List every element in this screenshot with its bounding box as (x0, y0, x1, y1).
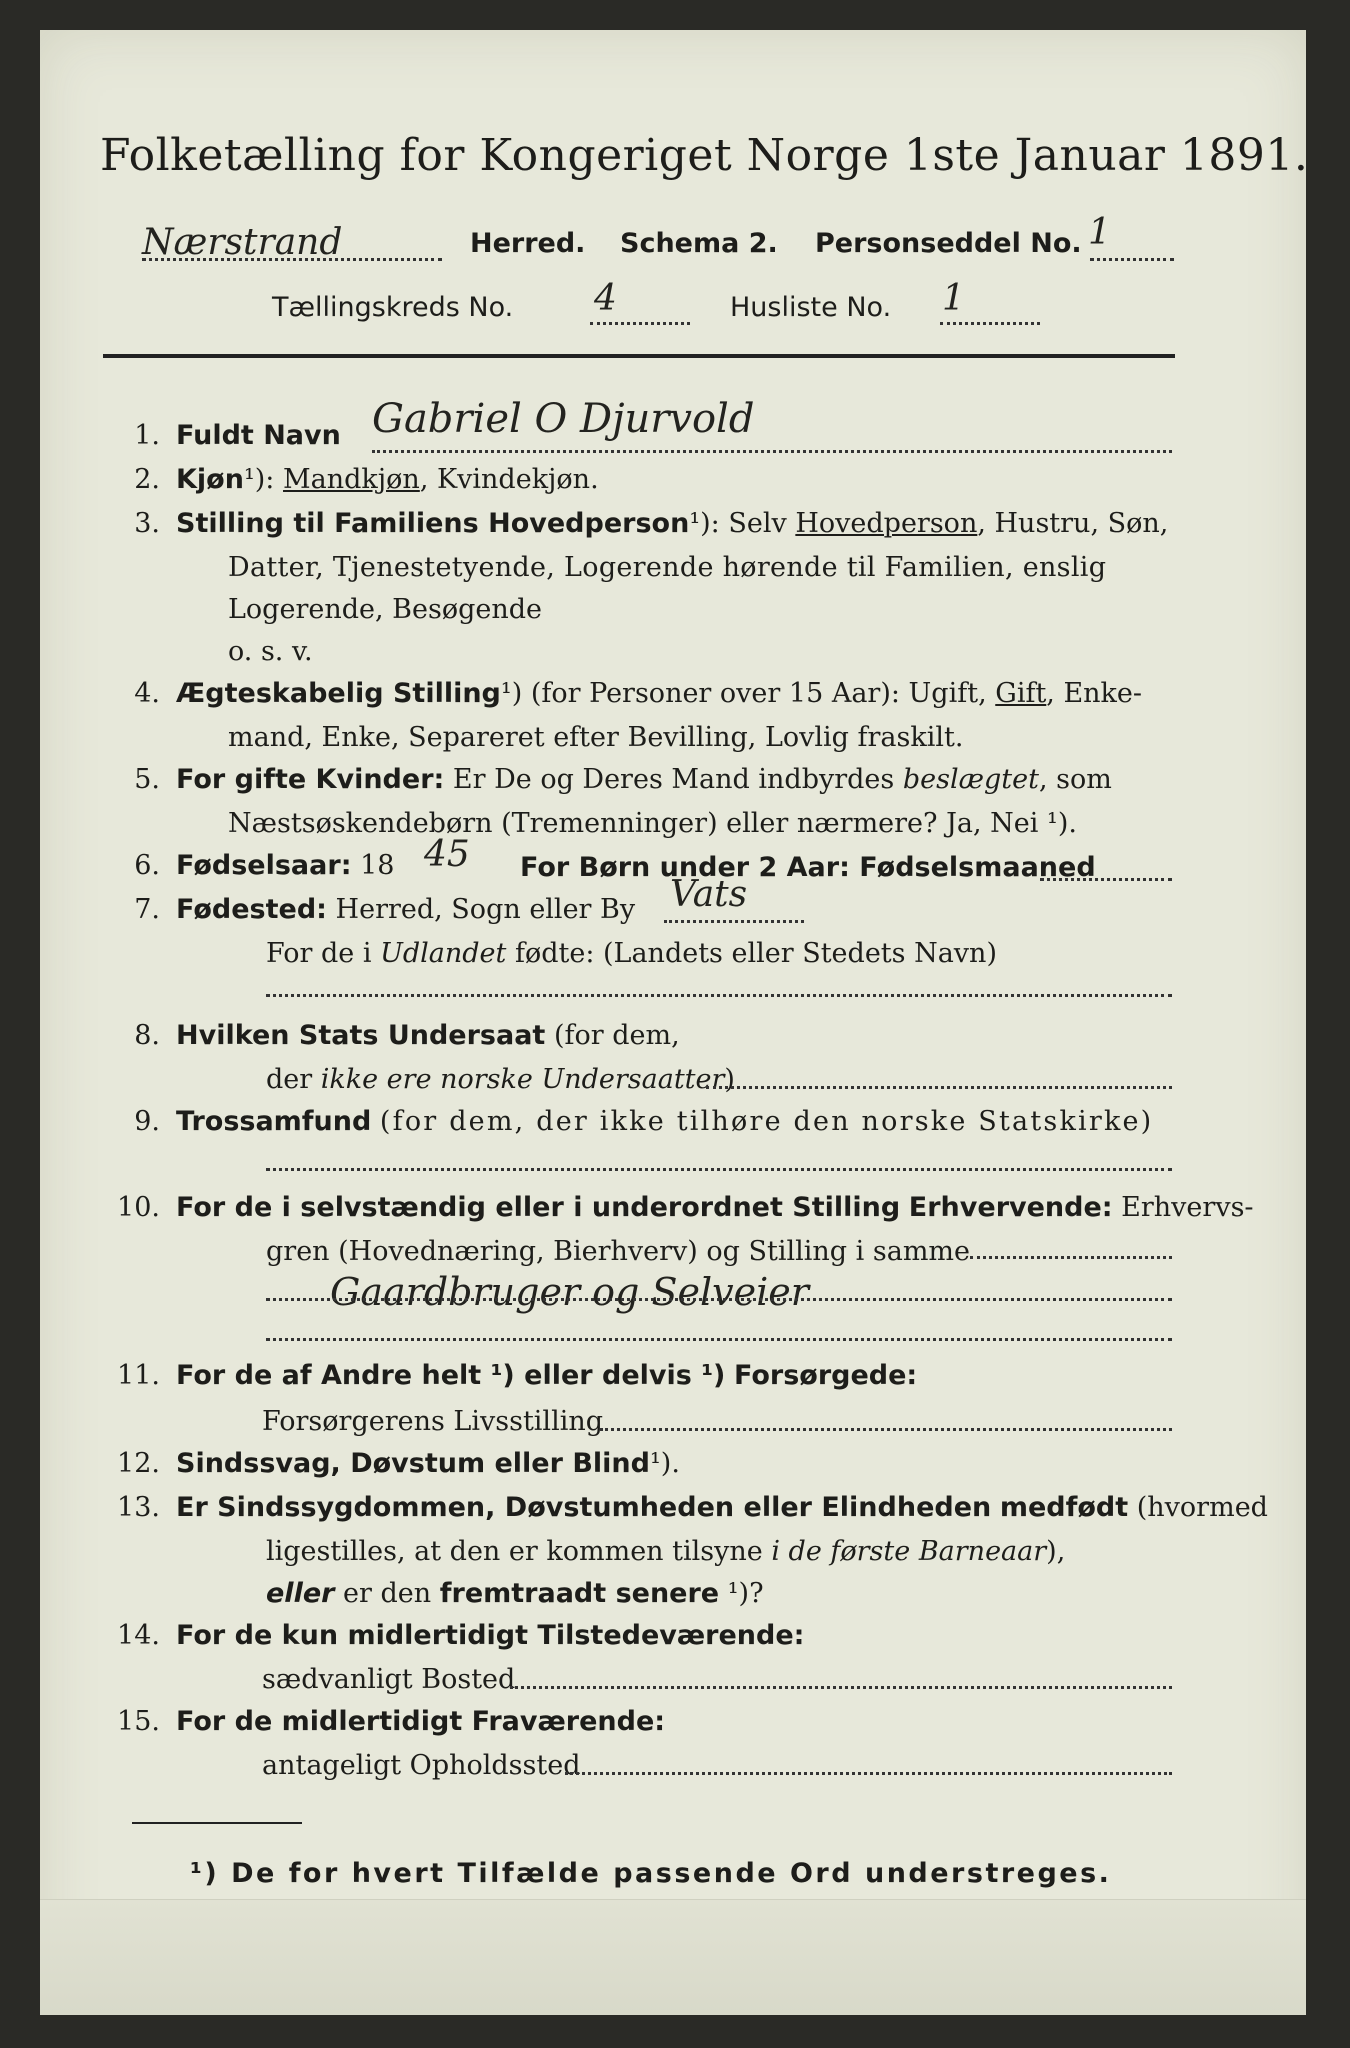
item-13-line2: ligestilles, at den er kommen tilsyne i de første Barneaar), (266, 1536, 1066, 1567)
usual-residence-dots (510, 1686, 1172, 1689)
item-14: 14. For de kun midlertidigt Tilstedeværende: (117, 1620, 805, 1651)
birth-month-dots (1040, 878, 1172, 881)
husliste-dots (940, 322, 1040, 325)
taellingskreds-dots (590, 322, 690, 325)
item-3-line2: Datter, Tjenestetyende, Logerende hørende til Familien, enslig (228, 552, 1107, 583)
husliste-value: 1 (942, 278, 965, 319)
item-1: 1. Fuldt Navn (134, 420, 341, 451)
full-name-value: Gabriel O Djurvold (372, 396, 755, 442)
gift-selected: Gift (995, 678, 1047, 709)
birthplace-dots (664, 920, 804, 923)
item-15-line2: antageligt Opholdssted (262, 1750, 581, 1781)
item-4: 4. Ægteskabelig Stilling¹) (for Personer over 15 Aar): Ugift, Gift, Enke- (134, 678, 1143, 709)
birthplace-value: Vats (670, 874, 748, 915)
nationality-dots (706, 1086, 1172, 1089)
personseddel-value: 1 (1088, 212, 1111, 253)
item-6: 6. Fødselsaar: 18 (134, 850, 395, 881)
herred-label: Herred. (470, 228, 586, 259)
item-3-line4: o. s. v. (228, 636, 313, 667)
herred-dots (142, 258, 442, 261)
herred-value: Nærstrand (142, 222, 343, 263)
item-11: 11. For de af Andre helt ¹) eller delvis ¹) Forsørgede: (117, 1360, 918, 1391)
item-15: 15. For de midlertidigt Fraværende: (117, 1706, 666, 1737)
gender-male-selected: Mandkjøn (283, 464, 420, 495)
header-rule (103, 354, 1175, 358)
item-5: 5. For gifte Kvinder: Er De og Deres Mand indbyrdes beslægtet, som (134, 764, 1112, 795)
item-3: 3. Stilling til Familiens Hovedperson¹): Selv Hovedperson, Hustru, Søn, (134, 508, 1169, 539)
taellingskreds-value: 4 (594, 278, 617, 319)
item-7-line2: For de i Udlandet fødte: (Landets eller Stedets Navn) (266, 938, 997, 969)
birth-year-value: 45 (424, 834, 470, 875)
item-4-line2: mand, Enke, Separeret efter Bevilling, Lovlig fraskilt. (228, 722, 964, 753)
item-13: 13. Er Sindssygdommen, Døvstumheden eller Elindheden medfødt (hvormed (117, 1492, 1268, 1523)
item-13-line3: eller er den fremtraadt senere ¹)? (266, 1578, 764, 1609)
husliste-label: Husliste No. (730, 292, 892, 323)
item-11-line2: Forsørgerens Livsstilling (262, 1406, 604, 1437)
occupation-dots-2 (266, 1298, 1172, 1301)
item-8-line2: der ikke ere norske Undersaatter) (266, 1064, 735, 1095)
item-5-line2: Næstsøskendebørn (Tremenninger) eller nærmere? Ja, Nei ¹). (228, 808, 1077, 839)
occupation-dots-3 (266, 1338, 1172, 1341)
item-9: 9. Trossamfund (for dem, der ikke tilhøre den norske Statskirke) (134, 1106, 1154, 1137)
item-3-line3: Logerende, Besøgende (228, 594, 542, 625)
footnote: ¹) De for hvert Tilfælde passende Ord understreges. (190, 1858, 1112, 1889)
item-7: 7. Fødested: Herred, Sogn eller By (134, 894, 636, 925)
item-2: 2. Kjøn¹): Mandkjøn, Kvindekjøn. (134, 464, 599, 495)
herred-line (142, 222, 412, 263)
item-10: 10. For de i selvstændig eller i underordnet Stilling Erhvervende: Erhvervs- (117, 1192, 1254, 1223)
personseddel-label: Personseddel No. (815, 228, 1082, 259)
footnote-rule (132, 1822, 302, 1824)
religion-dots (266, 1168, 1172, 1171)
occupation-dots-1 (970, 1256, 1172, 1259)
item-6-under2: For Børn under 2 Aar: Fødselsmaaned (520, 852, 1096, 883)
occupation-value: Gaardbruger og Selveier (330, 1270, 809, 1314)
item-8: 8. Hvilken Stats Undersaat (for dem, (134, 1020, 680, 1051)
full-name-dots (372, 450, 1172, 453)
temporary-residence-dots (565, 1772, 1172, 1775)
schema-label: Schema 2. (620, 228, 778, 259)
item-12: 12. Sindssvag, Døvstum eller Blind¹). (117, 1448, 680, 1479)
hovedperson-selected: Hovedperson (795, 508, 978, 539)
form-title: Folketælling for Kongeriget Norge 1ste Januar 1891. (100, 130, 1309, 181)
foreign-birthplace-dots (266, 994, 1172, 997)
taellingskreds-label: Tællingskreds No. (272, 292, 514, 323)
item-14-line2: sædvanligt Bosted (262, 1664, 516, 1695)
personseddel-dots (1090, 258, 1174, 261)
paper-bottom-edge (40, 1899, 1306, 2015)
provider-dots (600, 1428, 1172, 1431)
item-10-line2: gren (Hovednæring, Bierhverv) og Stilling i samme (266, 1236, 971, 1267)
